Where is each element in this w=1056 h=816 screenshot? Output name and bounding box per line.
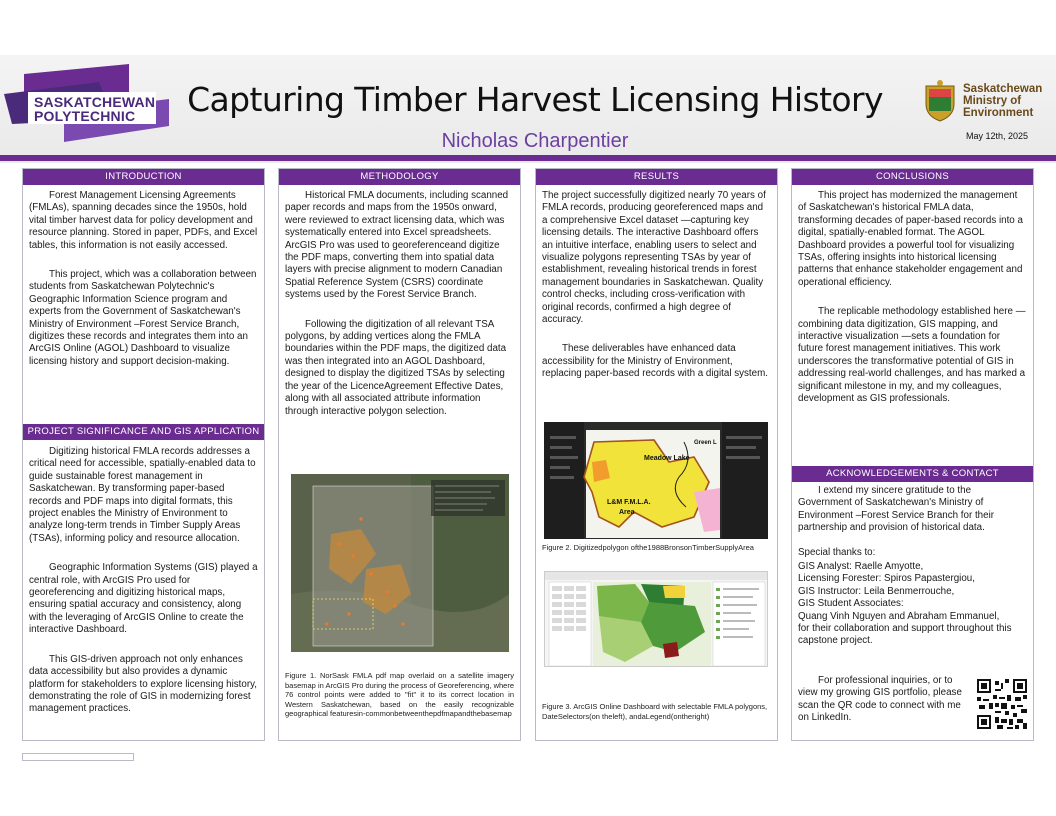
figure-3-dashboard-image [544,571,768,667]
figure-1-map-graphic [291,474,509,652]
significance-body [23,446,264,716]
figure-2-digitized-polygon-image [544,422,768,539]
thanks-line-5: Quang Vinh Nguyen and Abraham Emmanuel, [798,610,1000,622]
figure-2-caption: Figure 2. Digitizedpolygon ofthe1988BronsonTimberSupplyArea [542,543,754,552]
column-methodology [278,168,521,741]
figure-2-map-graphic [544,422,768,539]
author-name: Nicholas Charpentier [441,130,629,152]
figure-3-dashboard-graphic [545,572,768,667]
polytechnic-logo [34,95,155,123]
column-results [535,168,778,741]
figure-1-caption: Figure 1. NorSask FMLA pdf map overlaid on a satellite imagery basemap in ArcGIS Pro during the process of Georeferencing, where 76 control points were added to "fit" it to its correct location in Western Saskatchewan, based on the easily recognizable geographical featuresin-commonbetweenthepdfmapandthebasemap [285,671,514,718]
acknowledgements-paragraph: I extend my sincere gratitude to the Government of Saskatchewan's Ministry of Environment –Forest Service Branch for their partnership and provision of historical data. [798,485,995,534]
column-conclusions [791,168,1034,741]
ministry-line-3: Environment [963,107,1034,119]
results-paragraph-2: These deliverables have enhanced data accessibility for the Ministry of Environment, replacing paper-based records with a digital system. [542,343,768,380]
ministry-line-1: Saskatchewan [963,83,1043,95]
conclusions-paragraph-2: The replicable methodology established here —combining data digitization, GIS mapping, and interactive visualization —sets a foundation for future forest management initiatives. This work underscores the transformative potential of GIS in addressing real-world challenges, and has marked a significant milestone in my, and my colleagues, development as GIS professionals. [798,306,1026,405]
figure-1-georeferencing-image [291,474,509,652]
thanks-line-1: GIS Analyst: Raelle Amyotte, [798,561,924,573]
thanks-line-2: Licensing Forester: Spiros Papastergiou, [798,573,975,585]
thanks-line-3: GIS Instructor: Leila Benmerrouche, [798,585,955,597]
map-label-area: Area [619,509,635,516]
thanks-line-6: for their collaboration and support throughout this capstone project. [798,623,1012,647]
results-heading: RESULTS [536,169,777,185]
saskatchewan-crest-icon [922,80,958,122]
contact-paragraph: For professional inquiries, or to view my growing GIS portfolio, please scan the QR code to connect with me on LinkedIn. [798,675,962,724]
map-label-lm-fmla: L&M F.M.L.A. [607,499,651,506]
acknowledgements-heading: ACKNOWLEDGEMENTS & CONTACT [792,466,1033,482]
poster-date: May 12th, 2025 [966,131,1029,141]
poster-title: Capturing Timber Harvest Licensing History [187,80,883,119]
footer-box [22,753,134,761]
methodology-paragraph-2: Following the digitization of all relevant TSA polygons, by adding vertices along the FMLA boundaries within the PDF maps, the digitized data was then integrated into an AGOL Dashboard, designed to display the digitized TSAs by selecting the year of the LicenceAgreement Effective Dates, along with all associated attribute information through interactive polygon selection. [285,318,507,417]
logo-line-2: POLYTECHNIC [34,108,136,124]
linkedin-qr-code-icon[interactable] [977,679,1027,729]
acknowledgements-body [792,485,1033,648]
conclusions-heading: CONCLUSIONS [792,169,1033,185]
column-introduction [22,168,265,741]
logo-line-1: SASKATCHEWAN [34,94,156,110]
map-label-meadow-lake: Meadow Lake [644,455,690,462]
introduction-paragraph-1: Forest Management Licensing Agreements (FMLAs), spanning decades since the 1950s, hold vital timber harvest data for policy development and resource planning. Stored in paper, PDFs, and Excel tables, this information is not easily accessed. [29,190,258,251]
results-paragraph-1: The project successfully digitized nearly 70 years of FMLA records, producing georeferenced maps and a comprehensive Excel dataset —capturing key licensing details. The interactive Dashboard offers an intuitive interface, enabling users to select and visualize polygons representing TSAs by year of establishment, revealing historical trends in forest management boundaries in Saskatchewan. Quality control checks, including cross-verification with original records, confirmed a high degree of accuracy. [542,190,766,326]
introduction-paragraph-2: This project, which was a collaboration between students from Saskatchewan Polytechnic's Geographic Information Science program and experts from the Government of Saskatchewan's Ministry of Environment –Forest Service Branch, digitizes these records and integrates them into an ArcGIS Online (AGOL) Dashboard to visualize licensing history and support decision-making. [29,269,257,367]
significance-heading: PROJECT SIGNIFICANCE AND GIS APPLICATION [23,424,264,440]
figure-3-caption: Figure 3. ArcGIS Online Dashboard with selectable FMLA polygons, DateSelectors(on theleft), andaLegend(ontheright) [542,702,768,721]
methodology-paragraph-1: Historical FMLA documents, including scanned paper records and maps from the 1950s onward, were reviewed to extract licensing data, which was systematically entered into Excel spreadsheets. ArcGIS Pro was used to georeferenceand digitize the PDF maps, converting them into spatial data layers with precise alignment to modern Canadian Spatial Reference System (CSRS) coordinate systems used by the Forest Service Branch. [285,190,509,301]
significance-paragraph-1: Digitizing historical FMLA records addresses a critical need for accessible, spatially-enabled data to guide sustainable forest management in Saskatchewan. By transforming paper-based records and PDF maps into digital formats, this project enables the Ministry of Environment to analyze long-term trends in Timber Supply Areas (TSAs), informing policy and resource allocation. [29,446,256,544]
header-divider [0,155,1056,161]
ministry-line-2: Ministry of [963,95,1022,107]
significance-paragraph-2: Geographic Information Systems (GIS) played a central role, with ArcGIS Pro used for georeferencing and digitizing historical maps, ensuring spatial accuracy and consistency, along with the leveraging of ArcGIS Online to create the interactive Dashboard. [29,562,258,636]
ministry-name [963,83,1042,119]
ministry-logo [922,80,1052,124]
introduction-heading: INTRODUCTION [23,169,264,185]
map-label-green-lake: Green L [694,440,717,446]
thanks-line-4: GIS Student Associates: [798,598,904,610]
conclusions-paragraph-1: This project has modernized the management of Saskatchewan's historical FMLA data, transforming decades of paper-based records into a digital, spatially-enabled format. The AGOL Dashboard provides a powerful tool for visualizing TSAs, offering insights into historical licensing patterns that enhance stakeholder engagement and operational efficiency. [798,190,1023,288]
methodology-heading: METHODOLOGY [279,169,520,185]
significance-paragraph-3: This GIS-driven approach not only enhances data accessibility but also provides a dynamic platform for stakeholders to explore licensing history, demonstrating the role of GIS in modernizing forest management practices. [29,653,257,715]
special-thanks-label: Special thanks to: [798,546,876,558]
